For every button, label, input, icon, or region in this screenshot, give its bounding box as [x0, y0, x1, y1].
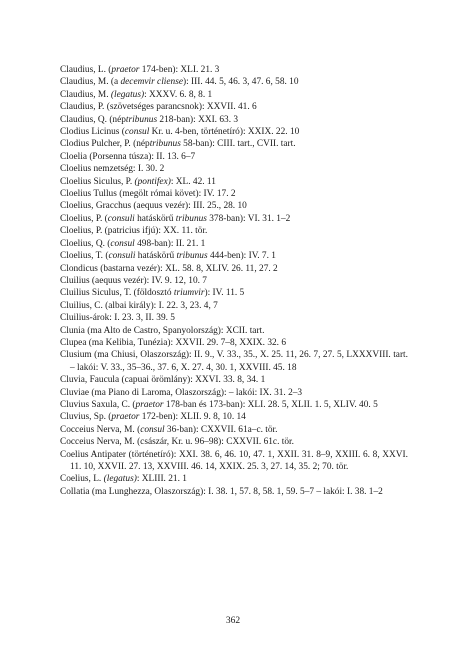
italic-term: tribunus — [176, 251, 208, 262]
index-entry — [60, 275, 408, 287]
entry-text: Cluilius-árok: I. 23. 3, II. 39. 5 — [60, 313, 175, 324]
index-entry — [60, 424, 408, 436]
entry-text: 498-ban): II. 21. 1 — [134, 238, 206, 249]
italic-term: consuli — [108, 251, 136, 262]
italic-term: tribunus — [175, 213, 207, 224]
index-entry — [60, 163, 408, 175]
entry-text: Claudius, M. — [60, 89, 111, 100]
index-entry — [60, 225, 408, 237]
entry-text: Cluvia, Faucula (capuai örömlány): XXVI. 33. 8, 34. 1 — [60, 375, 266, 386]
italic-term: consuli — [107, 213, 135, 224]
italic-term: decemvir cliense — [120, 77, 184, 88]
index-entry — [60, 126, 408, 138]
entry-text: Cloelius, Gracchus (aequus vezér): III. 25., 28. 10 — [60, 201, 247, 212]
entry-text: : XL. 42. 11 — [170, 176, 216, 187]
index-entry — [60, 138, 408, 150]
entry-text: Coelius, L. — [60, 474, 104, 485]
entry-text: Clunia (ma Alto de Castro, Spanyolország): XCII. tart. — [60, 325, 265, 336]
entry-text: 58-ban): CIII. tart., CVII. tart. — [180, 139, 296, 150]
entry-text: ): III. 44. 5, 46. 3, 47. 6, 58. 10 — [183, 77, 299, 88]
index-entry — [60, 300, 408, 312]
entry-text: Cloelius, T. ( — [60, 251, 109, 262]
index-entry — [60, 200, 408, 212]
entry-text: 36-ban): CXXVII. 61a–c. tör. — [164, 424, 278, 435]
entry-text: Cloelia (Porsenna túsza): II. 13. 6–7 — [60, 151, 196, 162]
index-list — [60, 64, 408, 498]
entry-text: hatáskörű — [135, 251, 177, 262]
entry-text: Cluilius Siculus, T. (földosztó — [60, 288, 174, 299]
index-entry — [60, 263, 408, 275]
entry-text: 218-ban): XXI. 63. 3 — [157, 114, 239, 125]
entry-text: Claudius, M. (a — [60, 77, 121, 88]
index-entry — [60, 449, 408, 474]
italic-term: (legatus) — [110, 89, 145, 100]
entry-text: 178-ban és 173-ban): XLI. 28. 5, XLII. 1. 5, XLIV. 40. 5 — [163, 399, 378, 410]
italic-term: tribunus — [125, 114, 158, 125]
italic-term: consul — [110, 238, 135, 249]
entry-text: Cluviae (ma Piano di Laroma, Olaszország): – lakói: IX. 31. 2–3 — [60, 387, 303, 398]
entry-text: Cocceius Nerva, M. ( — [60, 424, 141, 435]
entry-text: Cloelius Tullus (megölt római követ): IV. 17. 2 — [60, 189, 236, 200]
entry-text: Cloelius, Q. ( — [60, 238, 111, 249]
index-entry — [60, 64, 408, 76]
italic-term: praetor — [135, 399, 164, 410]
entry-text: Clondicus (bastarna vezér): XL. 58. 8, XLIV. 26. 11, 27. 2 — [60, 263, 278, 274]
entry-text: Cluilius, C. (albai király): I. 22. 3, 23. 4, 7 — [60, 300, 218, 311]
entry-text: Coelius Antipater (történetíró): XXI. 38. 6, 46. 10, 47. 1, XXII. 31. 8–9, XXIII. 6. 8, XXVI. 11. 10, XXVII. 27. 13, XXVIII. 46. 14, XXIX. 25. 3, 27. 14, 35. 2; 70. tör. — [60, 449, 408, 472]
italic-term: consul — [124, 127, 150, 138]
entry-text: 378-ban): VI. 31. 1–2 — [206, 213, 291, 224]
entry-text: Cluvius Saxula, C. ( — [60, 399, 136, 410]
italic-term: (pontifex) — [134, 176, 171, 187]
index-entry — [60, 287, 408, 299]
entry-text: 444-ben): IV. 7. 1 — [207, 251, 276, 262]
entry-text: : XLIII. 21. 1 — [136, 474, 187, 485]
index-entry — [60, 312, 408, 324]
entry-text: Claudius, P. (szövetséges parancsnok): XXVII. 41. 6 — [60, 102, 257, 113]
entry-text: Cloelius nemzetség: I. 30. 2 — [60, 164, 165, 175]
italic-term: consul — [140, 424, 165, 435]
entry-text: Cloelius, P. ( — [60, 213, 108, 224]
italic-term: praetor — [111, 65, 140, 75]
italic-term: (legatus) — [103, 474, 137, 485]
index-entry — [60, 238, 408, 250]
entry-text: ): IV. 11. 5 — [204, 288, 245, 299]
index-entry — [60, 325, 408, 337]
index-entry — [60, 486, 408, 498]
index-entry — [60, 399, 408, 411]
index-entry — [60, 411, 408, 423]
entry-text: Claudius, Q. (nép — [60, 114, 126, 125]
index-entry — [60, 176, 408, 188]
entry-text: 172-ben): XLII. 9. 8, 10. 14 — [139, 412, 246, 423]
index-entry — [60, 387, 408, 399]
index-entry — [60, 473, 408, 485]
italic-term: praetor — [111, 412, 140, 423]
entry-text: Cocceius Nerva, M. (császár, Kr. u. 96–98): CXXVII. 61c. tör. — [60, 437, 294, 448]
entry-text: Cloelius Siculus, P. — [60, 176, 135, 187]
italic-term: tribunus — [149, 139, 181, 150]
entry-text: Clodius Pulcher, P. (nép — [60, 139, 150, 150]
index-entry — [60, 337, 408, 349]
entry-text: Kr. u. 4-ben, történetíró): XXIX. 22. 10 — [149, 127, 300, 138]
index-entry — [60, 114, 408, 126]
entry-text: : XXXV. 6. 8, 8. 1 — [144, 89, 213, 100]
index-entry — [60, 213, 408, 225]
entry-text: Collatia (ma Lunghezza, Olaszország): I. 38. 1, 57. 8, 58. 1, 59. 5–7 – lakói: I. 38. 1–2 — [60, 486, 383, 497]
entry-text: Claudius, L. ( — [60, 65, 112, 75]
index-entry — [60, 436, 408, 448]
index-entry — [60, 250, 408, 262]
index-entry — [60, 101, 408, 113]
italic-term: triumvir — [173, 288, 205, 299]
page-number: 362 — [225, 616, 241, 626]
index-entry — [60, 151, 408, 163]
entry-text: Cloelius, P. (patricius ifjú): XX. 11. tör. — [60, 226, 208, 237]
entry-text: Clodius Licinus ( — [60, 127, 125, 138]
index-entry — [60, 188, 408, 200]
index-entry — [60, 89, 408, 101]
entry-text: Clusium (ma Chiusi, Olaszország): II. 9., V. 33., 35., X. 25. 11, 26. 7, 27. 5, LXXXVIII. tart. – lakói: V. 33., 35–36., 37. 6, X. 27. 4, 30. 1, XXVIII. 45. 18 — [60, 350, 408, 373]
index-entry — [60, 374, 408, 386]
index-entry — [60, 76, 408, 88]
entry-text: hatáskörű — [134, 213, 176, 224]
entry-text: Cluvius, Sp. ( — [60, 412, 112, 423]
entry-text: Clupea (ma Kelibia, Tunézia): XXVII. 29. 7–8, XXIX. 32. 6 — [60, 337, 287, 348]
entry-text: 174-ben): XLI. 21. 3 — [139, 65, 220, 75]
entry-text: Cluilius (aequus vezér): IV. 9. 12, 10. 7 — [60, 275, 207, 286]
index-entry — [60, 349, 408, 374]
